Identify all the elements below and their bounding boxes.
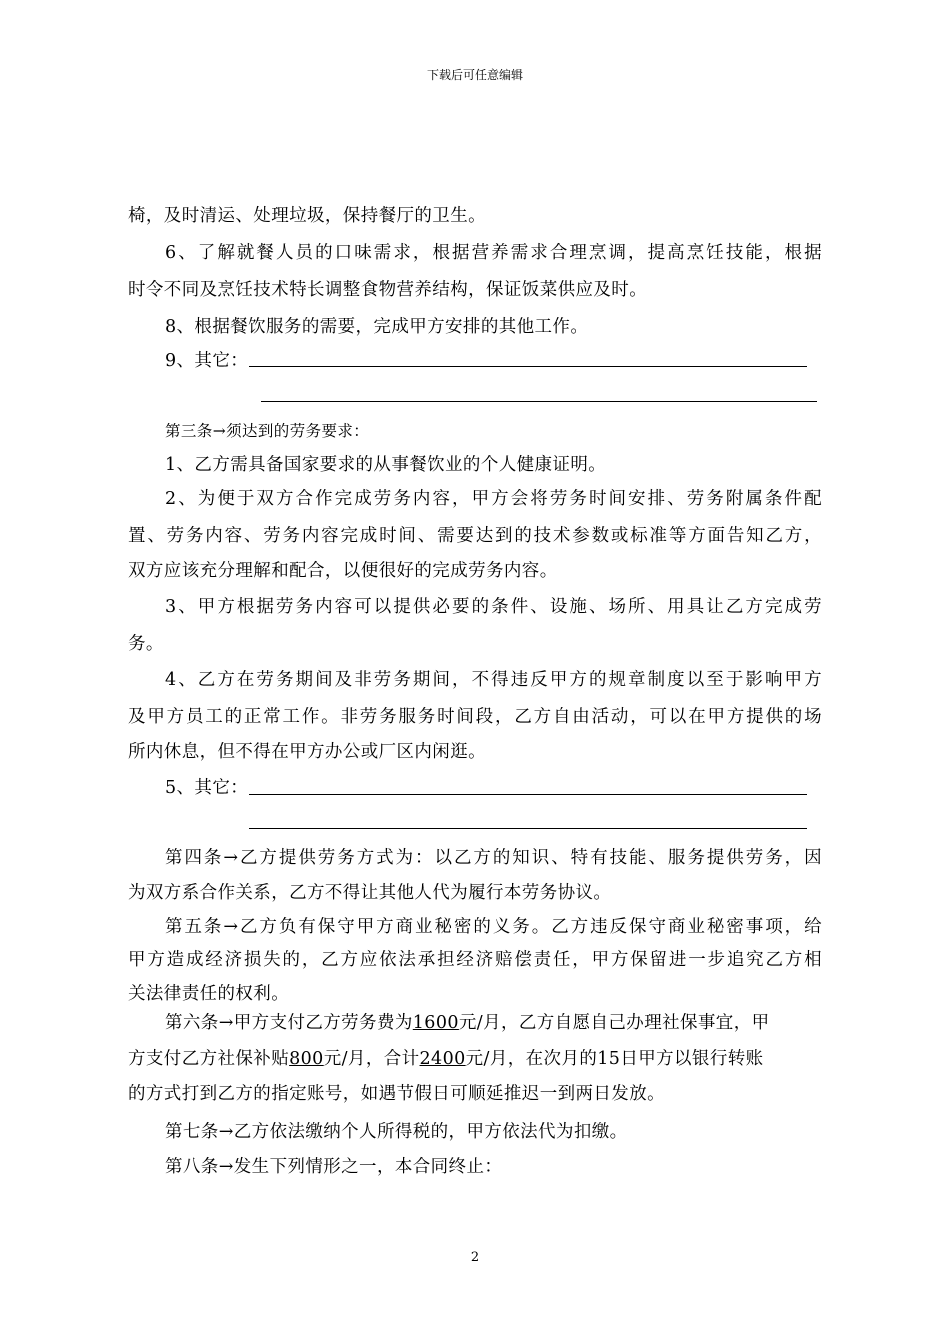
text-line: 2、为便于双方合作完成劳务内容，甲方会将劳务时间安排、劳务附属条件配 [165, 489, 822, 509]
blank-line [261, 401, 817, 402]
text-line: 所内休息，但不得在甲方办公或厂区内闲逛。 [128, 742, 486, 762]
text-line: 第四条→乙方提供劳务方式为：以乙方的知识、特有技能、服务提供劳务，因 [165, 848, 822, 868]
text-segment: 方支付乙方社保补贴 [128, 1049, 290, 1069]
text-line: 第七条→乙方依法缴纳个人所得税的，甲方依法代为扣缴。 [165, 1122, 628, 1142]
text-line: 3、甲方根据劳务内容可以提供必要的条件、设施、场所、用具让乙方完成劳 [165, 597, 822, 617]
text-line: 6、了解就餐人员的口味需求，根据营养需求合理烹调，提高烹饪技能，根据 [165, 243, 822, 263]
text-line-fee [165, 1012, 770, 1034]
blank-line [249, 828, 807, 829]
text-line: 4、乙方在劳务期间及非劳务期间，不得违反甲方的规章制度以至于影响甲方 [165, 670, 822, 690]
text-line: 9、其它： [165, 351, 249, 371]
text-segment: 元/月，乙方自愿自己办理社保事宜，甲 [458, 1013, 770, 1033]
text-line: 双方应该充分理解和配合，以便很好的完成劳务内容。 [128, 561, 558, 581]
text-line: 第八条→发生下列情形之一，本合同终止： [165, 1157, 503, 1177]
blank-line [249, 366, 807, 367]
total-value: 2400 [419, 1049, 466, 1069]
text-segment: 第六条→甲方支付乙方劳务费为 [165, 1013, 413, 1033]
text-line: 务。 [128, 634, 164, 654]
text-segment: 元/月，合计 [323, 1049, 420, 1069]
page-header: 下载后可任意编辑 [426, 68, 523, 82]
text-line: 关法律责任的权利。 [128, 984, 290, 1004]
text-line: 5、其它： [165, 778, 249, 798]
text-line: 的方式打到乙方的指定账号，如遇节假日可顺延推迟一到两日发放。 [128, 1084, 665, 1104]
text-line: 1、乙方需具备国家要求的从事餐饮业的个人健康证明。 [165, 455, 607, 475]
subsidy-value: 800 [289, 1049, 324, 1069]
text-line: 8、根据餐饮服务的需要，完成甲方安排的其他工作。 [165, 317, 589, 337]
page-number: 2 [470, 1250, 480, 1265]
text-line: 置、劳务内容、劳务内容完成时间、需要达到的技术参数或标准等方面告知乙方， [128, 526, 822, 546]
labor-fee-value: 1600 [412, 1013, 459, 1033]
blank-line [249, 794, 807, 795]
text-line: 为双方系合作关系，乙方不得让其他人代为履行本劳务协议。 [128, 883, 612, 903]
text-line-subsidy [128, 1048, 764, 1070]
text-segment: 元/月，在次月的15日甲方以银行转账 [465, 1049, 764, 1069]
text-line: 第五条→乙方负有保守甲方商业秘密的义务。乙方违反保守商业秘密事项，给 [165, 917, 822, 937]
text-line: 甲方造成经济损失的，乙方应依法承担经济赔偿责任，甲方保留进一步追究乙方相 [128, 950, 822, 970]
article-3-title: 第三条→须达到的劳务要求： [165, 422, 370, 440]
text-line: 及甲方员工的正常工作。非劳务服务时间段，乙方自由活动，可以在甲方提供的场 [128, 707, 822, 727]
text-line: 时令不同及烹饪技术特长调整食物营养结构，保证饭菜供应及时。 [128, 280, 648, 300]
text-line: 椅，及时清运、处理垃圾，保持餐厅的卫生。 [128, 206, 486, 226]
